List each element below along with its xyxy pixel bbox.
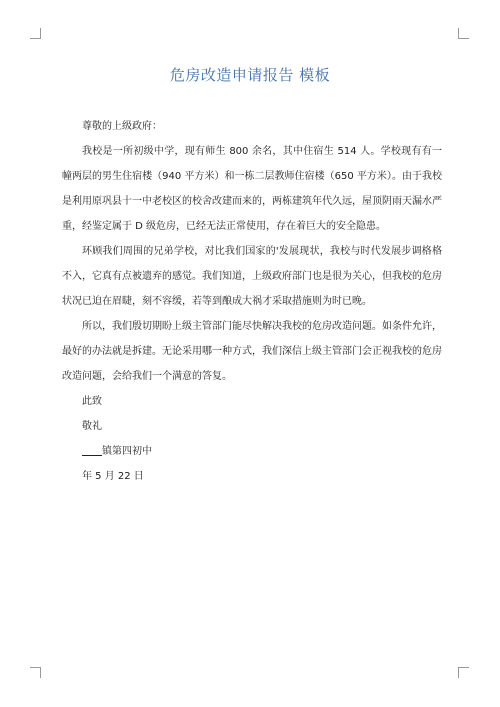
paragraph-1: 我校是一所初级中学，现有师生 800 余名，其中住宿生 514 人。学校现有有一幢两层的男生住宿楼（940 平方米）和一栋二层教师住宿楼（650 平方米）。由于我校是利用原巩县十一中老校区的校舍改建而来的，两栋建筑年代久远，屋顶阴雨天漏水严重，经鉴定属于 D 级危房，已经无法正常使用，存在着巨大的安全隐患。 [62, 146, 442, 232]
document-title: 危房改造申请报告 模板 [169, 66, 331, 84]
corner-mark-top-right [458, 28, 469, 39]
signature: 镇第四初中 [102, 446, 152, 457]
corner-mark-top-left [30, 28, 41, 39]
document-body [62, 114, 442, 489]
corner-mark-bottom-right [458, 667, 469, 678]
salutation: 尊敬的上级政府： [82, 121, 162, 132]
closing-cizhi: 此致 [82, 396, 102, 407]
paragraph-2: 环顾我们周围的兄弟学校，对比我们国家的'发展现状，我校与时代发展步调格格不入，它真有点被遗弃的感觉。我们知道，上级政府部门也是很为关心，但我校的危房状况已迫在眉睫，刻不容缓，若等到酿成大祸才采取措施则为时已晚。 [62, 246, 442, 307]
signature-line [62, 439, 442, 464]
closing-jingli: 敬礼 [82, 421, 102, 432]
date: 年 5 月 22 日 [82, 471, 144, 482]
paragraph-3: 所以，我们殷切期盼上级主管部门能尽快解决我校的危房改造问题。如条件允许，最好的办法就是拆建。无论采用哪一种方式，我们深信上级主管部门会正视我校的危房改造问题，会给我们一个满意的答复。 [62, 321, 442, 382]
blank-underline [82, 443, 102, 456]
corner-mark-bottom-left [30, 667, 41, 678]
